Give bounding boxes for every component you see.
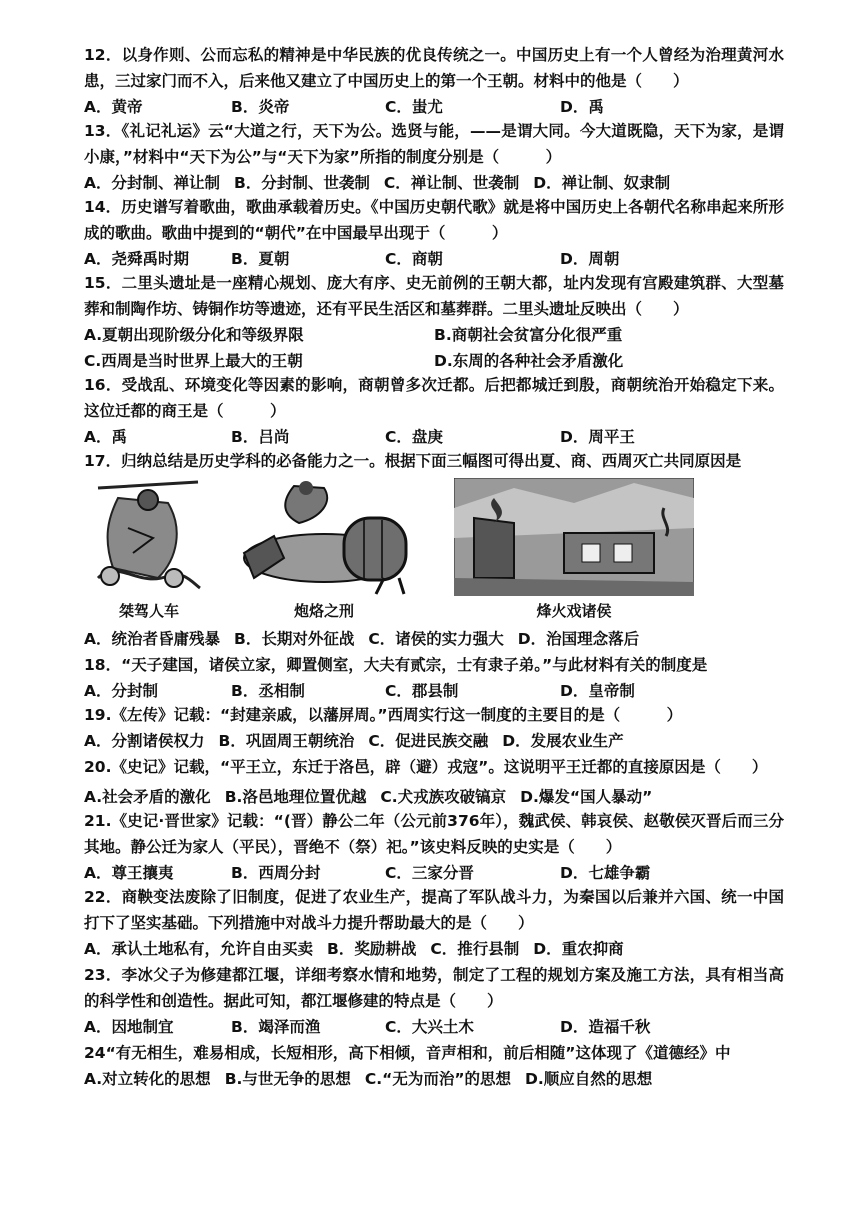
option-c[interactable]: C．商朝 bbox=[385, 250, 443, 268]
question-stem: 23．李冰父子为修建都江堰，详细考察水情和地势，制定了工程的规划方案及施工方法，具有相当高的科学性和创造性。据此可知，都江堰修建的特点是（ ） bbox=[84, 966, 784, 1010]
question-stem: 17．归纳总结是历史学科的必备能力之一。根据下面三幅图可得出夏、商、西周灭亡共同原因是 bbox=[84, 452, 742, 470]
option-b[interactable]: B．竭泽而渔 bbox=[231, 1018, 321, 1036]
people-pulling-cart-illustration bbox=[88, 478, 208, 596]
option-a[interactable]: A．尧舜禹时期 bbox=[84, 250, 189, 268]
option-d[interactable]: D．禹 bbox=[560, 98, 604, 116]
option-b[interactable]: B.与世无争的思想 bbox=[224, 1070, 351, 1088]
option-row bbox=[84, 1066, 784, 1092]
figure-row bbox=[84, 478, 784, 622]
option-a[interactable]: A．禹 bbox=[84, 428, 127, 446]
question-19 bbox=[84, 702, 784, 754]
option-a[interactable]: A.夏朝出现阶级分化和等级界限 bbox=[84, 326, 304, 344]
option-b[interactable]: B．西周分封 bbox=[231, 864, 321, 882]
question-17 bbox=[84, 448, 784, 474]
option-c[interactable]: C．盘庚 bbox=[385, 428, 443, 446]
option-a[interactable]: A．尊王攘夷 bbox=[84, 864, 174, 882]
option-c[interactable]: C．三家分晋 bbox=[385, 864, 474, 882]
option-a[interactable]: A．统治者昏庸残暴 bbox=[84, 630, 220, 648]
option-d[interactable]: D．七雄争霸 bbox=[560, 864, 651, 882]
option-row bbox=[84, 678, 784, 704]
question-20 bbox=[84, 754, 784, 810]
question-stem: 24“有无相生，难易相成，长短相形，高下相倾，音声相和，前后相随”这体现了《道德经》中 bbox=[84, 1044, 731, 1062]
option-c[interactable]: C.“无为而治”的思想 bbox=[364, 1070, 512, 1088]
figure-caption: 炮烙之刑 bbox=[293, 602, 354, 620]
option-row bbox=[84, 860, 784, 886]
option-c[interactable]: C．推行县制 bbox=[430, 940, 520, 958]
question-21 bbox=[84, 808, 784, 886]
option-c[interactable]: C．诸侯的实力强大 bbox=[368, 630, 504, 648]
question-stem: 22．商鞅变法废除了旧制度，促进了农业生产，提高了军队战斗力，为秦国以后兼并六国、统一中国打下了坚实基础。下列措施中对战斗力提升帮助最大的是（ ） bbox=[84, 888, 784, 932]
option-a[interactable]: A.社会矛盾的激化 bbox=[84, 788, 211, 806]
option-d[interactable]: D.顺应自然的思想 bbox=[525, 1070, 653, 1088]
question-13 bbox=[84, 118, 784, 196]
option-a[interactable]: A．承认土地私有，允许自由买卖 bbox=[84, 940, 313, 958]
option-a[interactable]: A．分割诸侯权力 bbox=[84, 732, 205, 750]
option-c[interactable]: C．禅让制、世袭制 bbox=[383, 174, 520, 192]
question-14 bbox=[84, 194, 784, 272]
option-b[interactable]: B.洛邑地理位置优越 bbox=[224, 788, 367, 806]
option-row bbox=[84, 424, 784, 450]
option-d[interactable]: D．周朝 bbox=[560, 250, 620, 268]
question-18 bbox=[84, 652, 784, 704]
option-c[interactable]: C．促进民族交融 bbox=[368, 732, 489, 750]
question-16 bbox=[84, 372, 784, 450]
beacon-fire-illustration bbox=[454, 478, 694, 596]
option-a[interactable]: A.对立转化的思想 bbox=[84, 1070, 211, 1088]
figure-caption: 烽火戏诸侯 bbox=[536, 602, 612, 620]
option-c[interactable]: C.西周是当时世界上最大的王朝 bbox=[84, 352, 303, 370]
option-d[interactable]: D．重农抑商 bbox=[533, 940, 624, 958]
option-c[interactable]: C.犬戎族攻破镐京 bbox=[380, 788, 507, 806]
option-row bbox=[84, 322, 784, 374]
question-22 bbox=[84, 884, 784, 962]
question-stem: 15．二里头遗址是一座精心规划、庞大有序、史无前例的王朝大都，址内发现有宫殿建筑群、大型墓葬和制陶作坊、铸铜作坊等遗迹，还有平民生活区和墓葬群。二里头遗址反映出（ ） bbox=[84, 274, 784, 318]
option-d[interactable]: D．造福千秋 bbox=[560, 1018, 651, 1036]
option-c[interactable]: C．郡县制 bbox=[385, 682, 459, 700]
question-17-options bbox=[84, 626, 784, 652]
option-b[interactable]: B．吕尚 bbox=[231, 428, 290, 446]
option-b[interactable]: B.商朝社会贫富分化很严重 bbox=[434, 326, 623, 344]
option-row bbox=[84, 626, 784, 652]
option-a[interactable]: A．黄帝 bbox=[84, 98, 143, 116]
question-stem: 19.《左传》记载：“封建亲戚，以藩屏周。”西周实行这一制度的主要目的是（ ） bbox=[84, 706, 683, 724]
option-b[interactable]: B．丞相制 bbox=[231, 682, 305, 700]
option-row bbox=[84, 936, 784, 962]
option-row bbox=[84, 728, 784, 754]
bronze-pillar-torture-illustration bbox=[224, 478, 424, 596]
option-row bbox=[84, 784, 784, 810]
option-d[interactable]: D.东周的各种社会矛盾激化 bbox=[434, 352, 624, 370]
option-row bbox=[84, 94, 784, 120]
option-d[interactable]: D.爆发“国人暴动” bbox=[520, 788, 653, 806]
option-b[interactable]: B．分封制、世袭制 bbox=[234, 174, 370, 192]
option-row bbox=[84, 1014, 784, 1040]
question-stem: 14．历史谱写着歌曲，歌曲承载着历史。《中国历史朝代歌》就是将中国历史上各朝代名称串起来所形成的歌曲。歌曲中提到的“朝代”在中国最早出现于（ ） bbox=[84, 198, 784, 242]
question-stem: 13．《礼记礼运》云“大道之行，天下为公。选贤与能，——是谓大同。今大道既隐，天下为家，是谓小康，”材料中“天下为公”与“天下为家”所指的制度分别是（ ） bbox=[84, 122, 784, 166]
figure-caption: 桀驾人车 bbox=[118, 602, 179, 620]
option-c[interactable]: C．蚩尤 bbox=[385, 98, 443, 116]
option-b[interactable]: B．夏朝 bbox=[231, 250, 290, 268]
option-d[interactable]: D．治国理念落后 bbox=[517, 630, 640, 648]
option-a[interactable]: A．分封制 bbox=[84, 682, 158, 700]
option-row bbox=[84, 170, 784, 196]
question-stem: 18．“天子建国，诸侯立家，卿置侧室，大夫有贰宗，士有隶子弟。”与此材料有关的制度是 bbox=[84, 656, 708, 674]
option-d[interactable]: D．皇帝制 bbox=[560, 682, 635, 700]
option-b[interactable]: B．奖励耕战 bbox=[327, 940, 417, 958]
option-row bbox=[84, 246, 784, 272]
question-12 bbox=[84, 42, 784, 120]
option-b[interactable]: B．炎帝 bbox=[231, 98, 290, 116]
question-stem: 21.《史记·晋世家》记载：“(晋）静公二年（公元前376年），魏武侯、韩哀侯、赵敬侯灭晋后而三分其地。静公迁为家人（平民），晋绝不（祭）祀。”该史料反映的史实是（ ） bbox=[84, 812, 784, 856]
option-c[interactable]: C．大兴土木 bbox=[385, 1018, 474, 1036]
option-a[interactable]: A．分封制、禅让制 bbox=[84, 174, 220, 192]
question-stem: 12．以身作则、公而忘私的精神是中华民族的优良传统之一。中国历史上有一个人曾经为治理黄河水患，三过家门而不入，后来他又建立了中国历史上的第一个王朝。材料中的他是（ ） bbox=[84, 46, 784, 90]
question-stem: 20.《史记》记载，“平王立，东迁于洛邑，辟（避）戎寇”。这说明平王迁都的直接原因是（ ） bbox=[84, 758, 768, 776]
question-23 bbox=[84, 962, 784, 1040]
option-b[interactable]: B．长期对外征战 bbox=[234, 630, 355, 648]
option-b[interactable]: B．巩固周王朝统治 bbox=[218, 732, 355, 750]
option-d[interactable]: D．周平王 bbox=[560, 428, 635, 446]
question-24 bbox=[84, 1040, 784, 1092]
option-d[interactable]: D．发展农业生产 bbox=[502, 732, 624, 750]
option-a[interactable]: A．因地制宜 bbox=[84, 1018, 174, 1036]
question-stem: 16．受战乱、环境变化等因素的影响，商朝曾多次迁都。后把都城迁到殷，商朝统治开始稳定下来。这位迁都的商王是（ ） bbox=[84, 376, 784, 420]
question-15 bbox=[84, 270, 784, 374]
option-d[interactable]: D．禅让制、奴隶制 bbox=[533, 174, 671, 192]
